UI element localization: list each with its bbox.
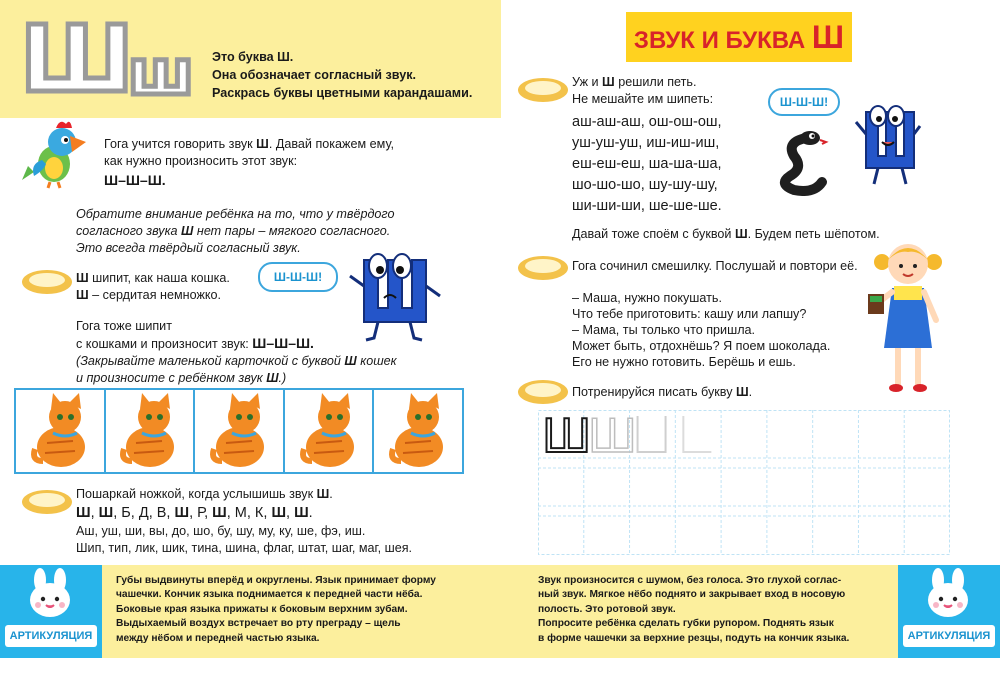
letter-item: Ш xyxy=(174,505,190,521)
writing-grid[interactable] xyxy=(538,410,950,555)
poem: – Маша, нужно покушать. Что тебе приготовить: кашу или лапшу? – Мама, ты только что пришла. Может быть, отдохнёшь? Я поем шоколада. Его не нужно готовить. Берёшь и ешь. xyxy=(572,291,831,369)
speech-bubble-right: Ш-Ш-Ш! xyxy=(768,88,840,116)
plate-icon xyxy=(516,254,570,282)
plate-icon xyxy=(20,268,74,296)
letter-item: Ш xyxy=(271,505,287,521)
cat-icon xyxy=(116,391,182,471)
plate-icon xyxy=(516,76,570,104)
cat-card[interactable] xyxy=(106,390,196,472)
letter-item: М xyxy=(234,505,247,521)
poem-intro: Гога сочинил смешилку. Послушай и повтори её. xyxy=(572,259,858,273)
big-letter-upper[interactable]: Ш xyxy=(20,6,134,113)
goga-paragraph: Гога учится говорить звук Ш. Давай покажем ему, как нужно произносить этот звук: Ш–Ш–Ш. xyxy=(104,137,394,188)
cats-strip xyxy=(14,388,464,474)
letter-item: Ш xyxy=(76,505,91,521)
trace-stroke xyxy=(638,416,666,452)
trace-letter: Ш xyxy=(587,410,637,463)
cat-icon xyxy=(27,391,93,471)
chant-block: аш-аш-аш, ош-ош-ош, уш-уш-уш, иш-иш-иш, еш-еш-еш, ша-ша-ша, шо-шо-шо, шу-шу-шу, ши-ши-ши, ше-ше-ше. xyxy=(572,114,722,214)
parent-note: Обратите внимание ребёнка на то, что у твёрдого согласного звука Ш нет пары – мягкого согласного. Это всегда твёрдый согласный звук. xyxy=(76,207,395,255)
letter-item: Ш xyxy=(98,505,114,521)
cat-card[interactable] xyxy=(195,390,285,472)
cat-icon xyxy=(206,391,272,471)
parrot-icon xyxy=(20,118,92,190)
cat-card[interactable] xyxy=(285,390,375,472)
girl-icon xyxy=(868,236,952,396)
artic-label-left: АРТИКУЛЯЦИЯ xyxy=(5,625,97,647)
bunny-icon xyxy=(24,568,76,620)
sing-together: Давай тоже споём с буквой Ш. Будем петь шёпотом. xyxy=(572,227,880,241)
plate-icon xyxy=(20,488,74,516)
letter-item: Б xyxy=(121,505,131,521)
practice-instruction: Потренируйся писать букву Ш. xyxy=(572,385,753,399)
intro-text: Это буква Ш. Она обозначает согласный звук. Раскрась буквы цветными карандашами. xyxy=(212,50,473,100)
letters-row: Ш, Ш, Б, Д, В, Ш, Р, Ш, М, К, Ш, Ш. xyxy=(76,505,313,521)
letter-item: В xyxy=(156,505,167,521)
plate-icon xyxy=(516,378,570,406)
sing-intro: Уж и Ш решили петь. Не мешайте им шипеть: xyxy=(572,75,714,106)
hiss-rhyme: Ш шипит, как наша кошка. Ш – сердитая немножко. xyxy=(76,271,230,302)
cat-card[interactable] xyxy=(374,390,462,472)
goga-hiss-paragraph: Гога тоже шипит с кошками и произносит звук: Ш–Ш–Ш. (Закрывайте маленькой карточкой с буквой Ш кошек и произносите с ребёнком звук Ш.) xyxy=(76,319,397,385)
artic-label-right: АРТИКУЛЯЦИЯ xyxy=(903,625,995,647)
cat-icon xyxy=(296,391,362,471)
cat-card[interactable] xyxy=(16,390,106,472)
snake-icon xyxy=(776,126,834,196)
artic-text-left: Губы выдвинуты вперёд и округлены. Язык принимает форму чашечки. Кончик языка поднимается к передней части нёба. Боковые края языка прижаты к боковым верхним зубам. Выдыхаемый воздух встречает во рту преграду – щель между нёбом и передней частью языка. xyxy=(116,575,436,644)
page-title: ЗВУК И БУКВА Ш xyxy=(633,19,845,55)
big-letter-lower[interactable]: ш xyxy=(128,36,194,109)
speech-bubble-left: Ш-Ш-Ш! xyxy=(258,262,338,292)
bunny-icon xyxy=(922,568,974,620)
trace-letter: Ш xyxy=(542,410,592,463)
letter-item: Ш xyxy=(294,505,309,521)
letter-item: Д xyxy=(138,505,149,521)
cat-icon xyxy=(385,391,451,471)
artic-text-right: Звук произносится с шумом, без голоса. Это глухой соглас- ный звук. Мягкое нёбо поднято и закрывает вход в носовую полость. Это ротовой звук. Попросите ребёнка сделать губки рупором. Поднять язык в форме чашечки за верхние резцы, подуть на кончик языка. xyxy=(538,575,850,644)
words-row: Шип, тип, лик, шик, тина, шина, флаг, штат, шаг, маг, шея. xyxy=(76,541,413,555)
letter-item: К xyxy=(254,505,264,521)
letter-item: Р xyxy=(197,505,205,521)
stomp-instruction: Пошаркай ножкой, когда услышишь звук Ш. xyxy=(76,487,333,501)
trace-stroke xyxy=(683,416,711,452)
letter-character-icon xyxy=(852,98,922,188)
syllables-row: Аш, уш, ши, вы, до, шо, бу, шу, му, ку, ше, фэ, иш. xyxy=(76,524,366,538)
letter-item: Ш xyxy=(212,505,227,521)
